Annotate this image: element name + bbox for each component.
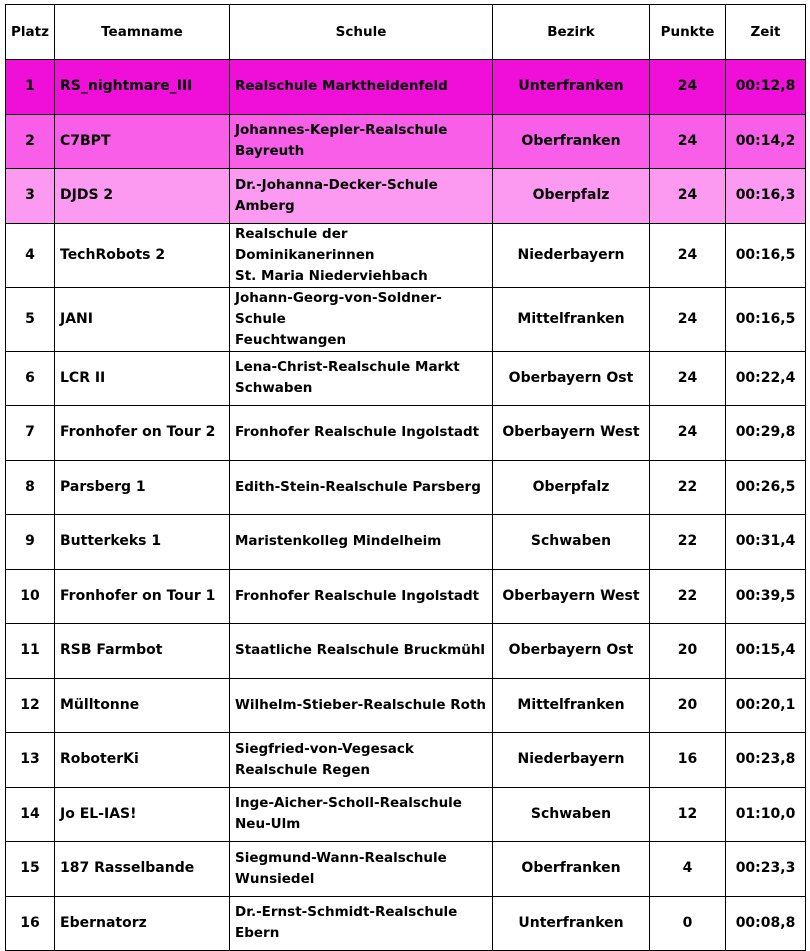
schule-line-1: Realschule Marktheidenfeld bbox=[235, 78, 448, 95]
schule-line-2: Amberg bbox=[235, 197, 295, 214]
header-teamname: Teamname bbox=[55, 5, 230, 60]
punkte-cell: 24 bbox=[650, 406, 726, 461]
platz-cell: 14 bbox=[6, 787, 55, 842]
platz-cell: 3 bbox=[6, 169, 55, 224]
table-row bbox=[6, 569, 806, 624]
schule-line-1: Wilhelm-Stieber-Realschule Roth bbox=[235, 696, 487, 713]
table-body bbox=[6, 60, 806, 951]
zeit-cell: 00:15,4 bbox=[726, 624, 806, 679]
teamname-cell: Parsberg 1 bbox=[55, 460, 230, 515]
platz-cell: 5 bbox=[6, 287, 55, 351]
teamname-cell: Ebernatorz bbox=[55, 896, 230, 951]
zeit-cell: 00:16,5 bbox=[726, 287, 806, 351]
platz-cell: 6 bbox=[6, 351, 55, 406]
schule-line-1: Edith-Stein-Realschule Parsberg bbox=[235, 478, 481, 495]
teamname-cell: RSB Farmbot bbox=[55, 624, 230, 679]
punkte-cell: 16 bbox=[650, 733, 726, 788]
zeit-cell: 00:23,8 bbox=[726, 733, 806, 788]
teamname-cell: C7BPT bbox=[55, 114, 230, 169]
punkte-cell: 22 bbox=[650, 515, 726, 570]
header-punkte: Punkte bbox=[650, 5, 726, 60]
platz-cell: 12 bbox=[6, 678, 55, 733]
punkte-cell: 22 bbox=[650, 460, 726, 515]
table-row bbox=[6, 60, 806, 115]
table-row bbox=[6, 169, 806, 224]
zeit-cell: 00:12,8 bbox=[726, 60, 806, 115]
punkte-cell: 12 bbox=[650, 787, 726, 842]
punkte-cell: 24 bbox=[650, 169, 726, 224]
zeit-cell: 00:16,3 bbox=[726, 169, 806, 224]
teamname-cell: Fronhofer on Tour 2 bbox=[55, 406, 230, 461]
schule-cell bbox=[230, 624, 493, 679]
schule-line-1: Johann-Georg-von-Soldner-Schule bbox=[235, 289, 442, 327]
table-row bbox=[6, 733, 806, 788]
punkte-cell: 24 bbox=[650, 287, 726, 351]
table-row bbox=[6, 351, 806, 406]
schule-line-2: Ebern bbox=[235, 925, 280, 942]
schule-line-1: Staatliche Realschule Bruckmühl bbox=[235, 642, 486, 659]
schule-cell bbox=[230, 351, 493, 406]
zeit-cell: 00:26,5 bbox=[726, 460, 806, 515]
schule-cell bbox=[230, 896, 493, 951]
platz-cell: 11 bbox=[6, 624, 55, 679]
schule-line-2: Schwaben bbox=[235, 380, 313, 397]
schule-cell bbox=[230, 114, 493, 169]
teamname-cell: RS_nightmare_III bbox=[55, 60, 230, 115]
punkte-cell: 20 bbox=[650, 678, 726, 733]
schule-line-1: Johannes-Kepler-Realschule bbox=[235, 122, 448, 139]
teamname-cell: TechRobots 2 bbox=[55, 223, 230, 287]
platz-cell: 7 bbox=[6, 406, 55, 461]
table-row bbox=[6, 896, 806, 951]
bezirk-cell: Unterfranken bbox=[493, 60, 650, 115]
bezirk-cell: Mittelfranken bbox=[493, 678, 650, 733]
punkte-cell: 20 bbox=[650, 624, 726, 679]
zeit-cell: 00:39,5 bbox=[726, 569, 806, 624]
schule-line-1: Siegfried-von-Vegesack bbox=[235, 740, 414, 757]
bezirk-cell: Schwaben bbox=[493, 515, 650, 570]
schule-line-1: Maristenkolleg Mindelheim bbox=[235, 533, 442, 550]
schule-cell bbox=[230, 733, 493, 788]
punkte-cell: 24 bbox=[650, 223, 726, 287]
bezirk-cell: Oberbayern West bbox=[493, 569, 650, 624]
table-row bbox=[6, 287, 806, 351]
schule-line-1: Lena-Christ-Realschule Markt bbox=[235, 359, 460, 376]
table-row bbox=[6, 406, 806, 461]
bezirk-cell: Unterfranken bbox=[493, 896, 650, 951]
schule-cell bbox=[230, 287, 493, 351]
schule-line-2: Wunsiedel bbox=[235, 870, 315, 887]
zeit-cell: 00:23,3 bbox=[726, 842, 806, 897]
platz-cell: 1 bbox=[6, 60, 55, 115]
punkte-cell: 24 bbox=[650, 114, 726, 169]
schule-line-2: Bayreuth bbox=[235, 143, 305, 160]
schule-cell bbox=[230, 678, 493, 733]
platz-cell: 8 bbox=[6, 460, 55, 515]
schule-line-2: Neu-Ulm bbox=[235, 816, 301, 833]
table-row bbox=[6, 842, 806, 897]
zeit-cell: 01:10,0 bbox=[726, 787, 806, 842]
table-row bbox=[6, 114, 806, 169]
schule-cell bbox=[230, 569, 493, 624]
bezirk-cell: Oberfranken bbox=[493, 842, 650, 897]
schule-line-1: Dr.-Ernst-Schmidt-Realschule bbox=[235, 904, 458, 921]
bezirk-cell: Oberbayern Ost bbox=[493, 351, 650, 406]
bezirk-cell: Oberbayern Ost bbox=[493, 624, 650, 679]
header-row bbox=[6, 5, 806, 60]
schule-line-1: Inge-Aicher-Scholl-Realschule bbox=[235, 795, 462, 812]
punkte-cell: 0 bbox=[650, 896, 726, 951]
header-platz: Platz bbox=[6, 5, 55, 60]
table-row bbox=[6, 515, 806, 570]
punkte-cell: 4 bbox=[650, 842, 726, 897]
teamname-cell: LCR II bbox=[55, 351, 230, 406]
teamname-cell: Fronhofer on Tour 1 bbox=[55, 569, 230, 624]
teamname-cell: DJDS 2 bbox=[55, 169, 230, 224]
schule-cell bbox=[230, 169, 493, 224]
table-row bbox=[6, 460, 806, 515]
schule-line-1: Siegmund-Wann-Realschule bbox=[235, 849, 447, 866]
table-row bbox=[6, 223, 806, 287]
results-table bbox=[5, 4, 806, 951]
bezirk-cell: Schwaben bbox=[493, 787, 650, 842]
teamname-cell: JANI bbox=[55, 287, 230, 351]
platz-cell: 16 bbox=[6, 896, 55, 951]
schule-line-1: Fronhofer Realschule Ingolstadt bbox=[235, 424, 480, 441]
punkte-cell: 24 bbox=[650, 60, 726, 115]
teamname-cell: RoboterKi bbox=[55, 733, 230, 788]
header-schule: Schule bbox=[230, 5, 493, 60]
bezirk-cell: Niederbayern bbox=[493, 223, 650, 287]
bezirk-cell: Mittelfranken bbox=[493, 287, 650, 351]
schule-cell bbox=[230, 515, 493, 570]
schule-cell bbox=[230, 60, 493, 115]
platz-cell: 4 bbox=[6, 223, 55, 287]
punkte-cell: 24 bbox=[650, 351, 726, 406]
schule-line-1: Dr.-Johanna-Decker-Schule bbox=[235, 176, 438, 193]
schule-cell bbox=[230, 787, 493, 842]
bezirk-cell: Oberpfalz bbox=[493, 460, 650, 515]
zeit-cell: 00:08,8 bbox=[726, 896, 806, 951]
schule-cell bbox=[230, 406, 493, 461]
teamname-cell: Jo EL-IAS! bbox=[55, 787, 230, 842]
table-row bbox=[6, 787, 806, 842]
platz-cell: 2 bbox=[6, 114, 55, 169]
header-bezirk: Bezirk bbox=[493, 5, 650, 60]
schule-line-2: St. Maria Niederviehbach bbox=[235, 267, 428, 284]
zeit-cell: 00:29,8 bbox=[726, 406, 806, 461]
schule-cell bbox=[230, 460, 493, 515]
schule-cell bbox=[230, 223, 493, 287]
schule-line-1: Realschule der Dominikanerinnen bbox=[235, 225, 375, 263]
schule-line-1: Fronhofer Realschule Ingolstadt bbox=[235, 587, 480, 604]
platz-cell: 10 bbox=[6, 569, 55, 624]
platz-cell: 9 bbox=[6, 515, 55, 570]
zeit-cell: 00:31,4 bbox=[726, 515, 806, 570]
teamname-cell: Mülltonne bbox=[55, 678, 230, 733]
punkte-cell: 22 bbox=[650, 569, 726, 624]
bezirk-cell: Oberbayern West bbox=[493, 406, 650, 461]
table-row bbox=[6, 624, 806, 679]
header-zeit: Zeit bbox=[726, 5, 806, 60]
bezirk-cell: Oberpfalz bbox=[493, 169, 650, 224]
platz-cell: 15 bbox=[6, 842, 55, 897]
bezirk-cell: Oberfranken bbox=[493, 114, 650, 169]
schule-line-2: Realschule Regen bbox=[235, 761, 371, 778]
schule-line-2: Feuchtwangen bbox=[235, 331, 347, 348]
bezirk-cell: Niederbayern bbox=[493, 733, 650, 788]
zeit-cell: 00:22,4 bbox=[726, 351, 806, 406]
zeit-cell: 00:20,1 bbox=[726, 678, 806, 733]
schule-cell bbox=[230, 842, 493, 897]
zeit-cell: 00:14,2 bbox=[726, 114, 806, 169]
zeit-cell: 00:16,5 bbox=[726, 223, 806, 287]
platz-cell: 13 bbox=[6, 733, 55, 788]
teamname-cell: 187 Rasselbande bbox=[55, 842, 230, 897]
teamname-cell: Butterkeks 1 bbox=[55, 515, 230, 570]
table-row bbox=[6, 678, 806, 733]
